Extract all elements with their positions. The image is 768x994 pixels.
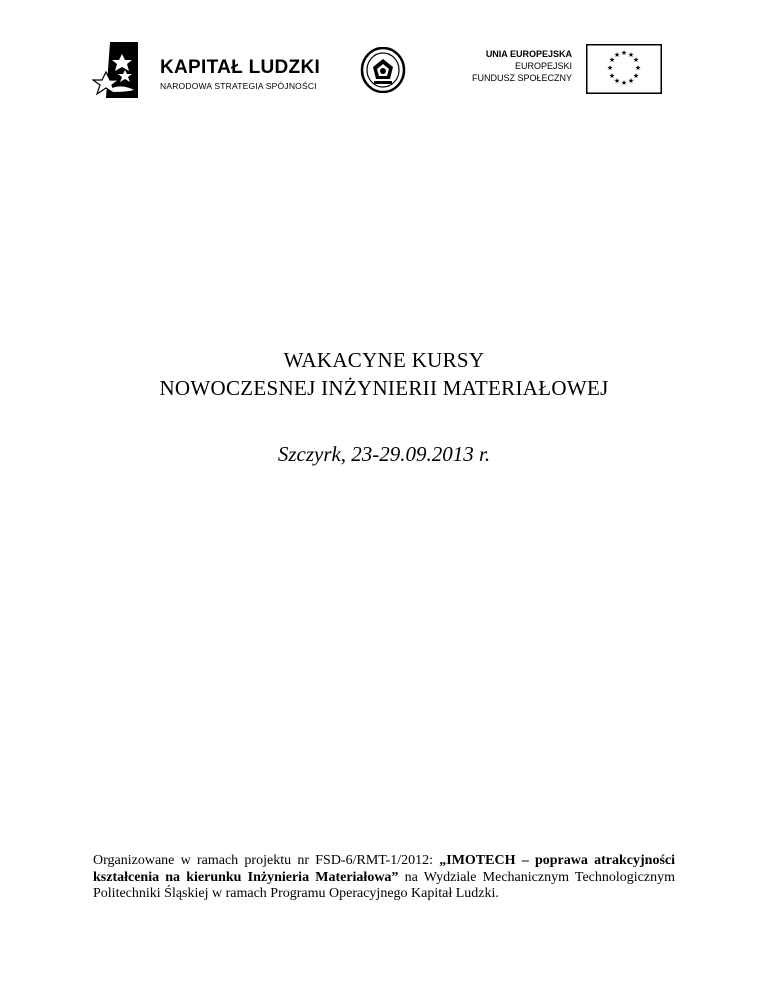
document-title xyxy=(0,346,768,402)
project-name: „IMOTECH – poprawa atrakcyjności kształcenia na kierunku Inżynieria Materiałowa” xyxy=(93,853,676,885)
university-seal-icon xyxy=(360,47,406,93)
eu-fund-line2: FUNDUSZ SPOŁECZNY xyxy=(471,73,572,83)
kapital-ludzki-logo-icon xyxy=(92,40,152,100)
svg-text:★: ★ xyxy=(627,51,635,59)
svg-text:★: ★ xyxy=(608,72,616,80)
svg-text:★: ★ xyxy=(608,56,616,64)
title-line-2: NOWOCZESNEJ INŻYNIERII MATERIAŁOWEJ xyxy=(159,376,609,400)
svg-text:★: ★ xyxy=(620,49,628,57)
kapital-ludzki-text xyxy=(160,58,320,91)
organizer-note-rest: na Wydziale Mechanicznym Technologicznym Politechniki Śląskiej w ramach Programu Operacyjnego Kapitał Ludzki. xyxy=(93,869,675,901)
eu-fund-line1: EUROPEJSKI xyxy=(514,61,572,71)
eu-text xyxy=(472,48,572,84)
eu-union-label: UNIA EUROPEJSKA xyxy=(485,49,572,59)
kapital-ludzki-subtitle: NARODOWA STRATEGIA SPÓJNOŚCI xyxy=(160,81,317,91)
svg-text:★: ★ xyxy=(606,64,614,72)
title-line-1: WAKACYNE KURSY xyxy=(283,348,485,372)
place-and-date: Szczyrk, 23-29.09.2013 r. xyxy=(277,442,491,466)
svg-text:★: ★ xyxy=(632,56,640,64)
svg-text:★: ★ xyxy=(632,72,640,80)
svg-text:★: ★ xyxy=(627,77,635,85)
eu-flag-icon xyxy=(586,44,662,94)
kapital-ludzki-title: KAPITAŁ LUDZKI xyxy=(160,57,321,78)
organizer-note xyxy=(93,853,675,903)
organizer-note-intro: Organizowane w ramach projektu nr FSD-6/RMT-1/2012: xyxy=(93,853,440,868)
logo-header xyxy=(0,40,768,100)
svg-text:★: ★ xyxy=(613,51,621,59)
svg-text:★: ★ xyxy=(634,64,642,72)
svg-text:★: ★ xyxy=(613,77,621,85)
svg-text:★: ★ xyxy=(620,79,628,87)
